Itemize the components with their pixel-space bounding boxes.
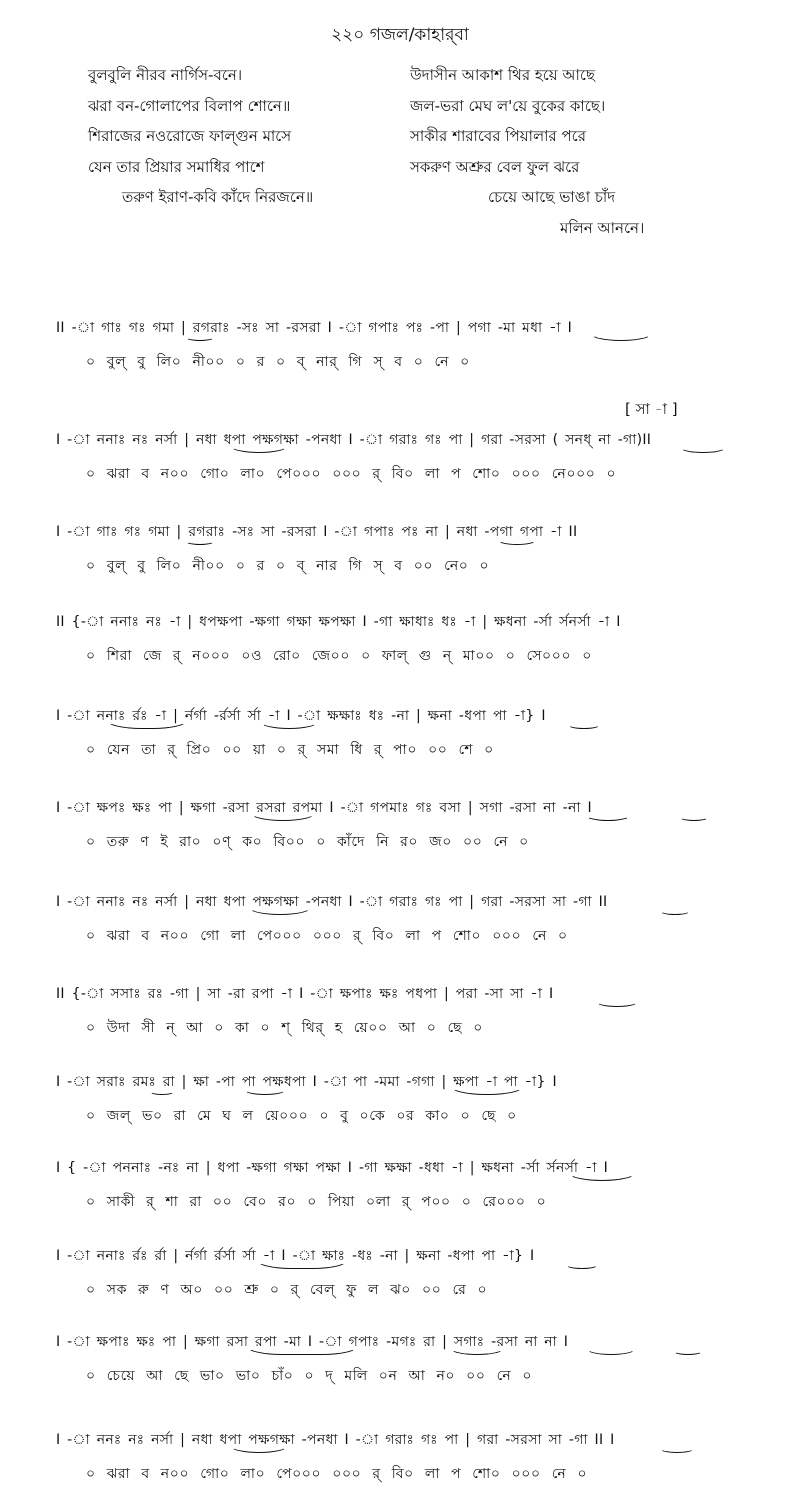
slur-mark [660, 1444, 694, 1453]
swara-line: I -া ননাঃ র্রঃ -া | র্নর্গা -র্রর্সা র্সা -া I -া ক্ষক্ষাঃ ধঃ -না | ক্ষনা -ধপা পা -া} I [56, 708, 546, 724]
slur-mark [674, 1346, 702, 1355]
swara-line: I -া ননাঃ র্রঃ র্রা | র্নর্গা র্রর্সা র্সা -া I -া ক্ষাঃ -ধঃ -না | ক্ষনা -ধপা পা -া} I [56, 1248, 535, 1264]
slur-mark [680, 812, 708, 821]
lyric-line: ০ সক রু ণ অ০ ০০ শ্রু ০ র্ বেল্ ফু ল ঝ০ ০০ রে ০ [86, 1282, 488, 1298]
poem-line: তরুণ ইরাণ-কবি কাঁদে নিরজনে॥ [122, 188, 314, 206]
poem-line: সকরুণ অশ্রুর বেল ফুল ঝরে [410, 157, 580, 176]
swara-line: I -া ননাঃ নঃ নর্সা | নধা ধপা পক্ষগক্ষা -পনধা I -া গরাঃ গঃ পা | গরা -সরসা সা -গা II [56, 894, 608, 910]
poem-line: যেন তার প্রিয়ার সমাধির পাশে [88, 157, 265, 176]
poem-right-column [410, 60, 644, 243]
lyric-line: ০ শিরা জে র্ ন০০০ ০ও রো০ জে০০ ০ ফাল্ গু ন্ মা০০ ০ সে০০০ ০ [86, 648, 592, 664]
poem-line: সাকীর শারাবের পিয়ালার পরে [410, 127, 586, 145]
poem-line: জল-ভরা মেঘ ল'য়ে বুকের কাছে। [410, 96, 606, 115]
poem-line: ঝরা বন-গোলাপের বিলাপ শোনে॥ [88, 96, 291, 115]
lyric-line: ০ যেন তা র্ প্রি০ ০০ য়া ০ র্ সমা ধি র্ পা০ ০০ শে ০ [86, 742, 494, 758]
lyric-line: ০ বুল্ বু লি০ নী০০ ০ র ০ ব্ নার গি স্ ব ০০ নে০ ০ [86, 558, 490, 574]
swara-line: I -া ক্ষপাঃ ক্ষঃ পা | ক্ষগা রসা রপা -মা I -া গপাঃ -মগঃ রা | সগাঃ -রসা না না I [56, 1334, 569, 1350]
song-title: ২২০ গজল/কাহার্‌বা [331, 25, 469, 45]
poem-line: মলিন আননে। [560, 218, 645, 237]
slur-mark [150, 1086, 174, 1095]
alternate-phrase-bracket: [ সা -া ] [625, 400, 678, 418]
lyric-line: ০ সাকী র্ শা রা ০০ বে০ র০ ০ পিয়া ০লা র্ প০০ ০ রে০০০ ০ [86, 1194, 547, 1210]
lyric-line: ০ ঝরা ব ন০০ গো লা পে০০০ ০০০ র্ বি০ লা প শো০ ০০০ নে ০ [86, 928, 568, 944]
slur-mark [568, 720, 600, 729]
swara-line: I -া ননাঃ নঃ নর্সা | নধা ধপা পক্ষগক্ষা -পনধা I -া গরাঃ গঃ পা | গরা -সরসা ( সনধ্ না -গা)II [56, 432, 652, 448]
lyric-line: ০ চেয়ে আ ছে ভা০ ভা০ চাঁ০ ০ দ্ মলি ০ন আ ন০ ০০ নে ০ [86, 1368, 533, 1384]
poem-line: শিরাজের নওরোজে ফাল্গুন মাসে [88, 127, 292, 145]
lyric-line: ০ তরু ণ ই রা০ ০ণ্ ক০ বি০০ ০ কাঁদে নি র০ জ০ ০০ নে ০ [86, 834, 529, 850]
swara-line: II -া গাঃ গঃ গমা | রগরাঃ -সঃ সা -রসরা I -া গপাঃ পঃ -পা | পগা -মা মধা -া I [56, 320, 573, 336]
lyric-line: ০ উদা সী ন্ আ ০ কা ০ শ্ থির্ হ য়ে০০ আ ০ ছে ০ [86, 1020, 483, 1036]
swara-line: II {-া সসাঃ রঃ -গা | সা -রা রপা -া I -া ক্ষপাঃ ক্ষঃ পধপা | পরা -সা সা -া I [56, 986, 554, 1002]
swara-line: II {-া ননাঃ নঃ -া | ধপক্ষপা -ক্ষগা গক্ষা ক্ষপক্ষা I -গা ক্ষাধাঃ ধঃ -া | ক্ষধনা -র্সা র্সনর্সা -া I [56, 614, 621, 630]
poem-line: উদাসীন আকাশ থির হয়ে আছে [410, 66, 595, 84]
poem-left-column [88, 60, 313, 213]
swara-line: I { -া পননাঃ -নঃ না | ধপা -ক্ষগা গক্ষা পক্ষা I -গা ক্ষক্ষা -ধধা -া | ক্ষধনা -র্সা র্সনর্সা -া I [56, 1160, 609, 1176]
swara-line: I -া গাঃ গঃ গমা | রগরাঃ -সঃ সা -রসরা I -া গপাঃ পঃ না | নধা -পগা গপা -া II [56, 524, 578, 540]
lyric-line: ০ বুল্ বু লি০ নী০০ ০ র ০ ব্ নার্ গি স্ ব ০ নে ০ [86, 354, 470, 370]
poem-line: চেয়ে আছে ভাঙা চাঁদ [488, 188, 616, 206]
poem-line: বুলবুলি নীরব নার্গিস-বনে। [88, 66, 243, 84]
slur-mark [186, 332, 214, 341]
lyric-line: ০ জল্ ভ০ রা মে ঘ ল য়ে০০০ ০ বু ০কে ০র কা০ ০ ছে ০ [86, 1108, 517, 1124]
slur-mark [186, 536, 214, 545]
swara-line: I -া ক্ষপঃ ক্ষঃ পা | ক্ষগা -রসা রসরা রপমা I -া গপমাঃ গঃ বসা | সগা -রসা না -না I [56, 800, 592, 816]
swara-line: I -া সরাঃ রমঃ রা | ক্ষা -পা পা পক্ষধপা I -া পা -মমা -গগা | ক্ষপা -া পা -া} I [56, 1074, 557, 1090]
slur-mark [566, 1260, 598, 1269]
slur-mark [660, 906, 690, 915]
swara-line: I -া ননঃ নঃ নর্সা | নধা ধপা পক্ষগক্ষা -পনধা I -া গরাঃ গঃ পা | গরা -সরসা সা -গা II I [56, 1432, 615, 1448]
lyric-line: ০ ঝরা ব ন০০ গো০ লা০ পে০০০ ০০০ র্ বি০ লা প শো০ ০০০ নে০০০ ০ [86, 466, 617, 482]
slur-mark [498, 536, 536, 545]
lyric-line: ০ ঝরা ব ন০০ গো০ লা০ পে০০০ ০০০ র্ বি০ লা প শো০ ০০০ নে ০ [86, 1466, 588, 1482]
